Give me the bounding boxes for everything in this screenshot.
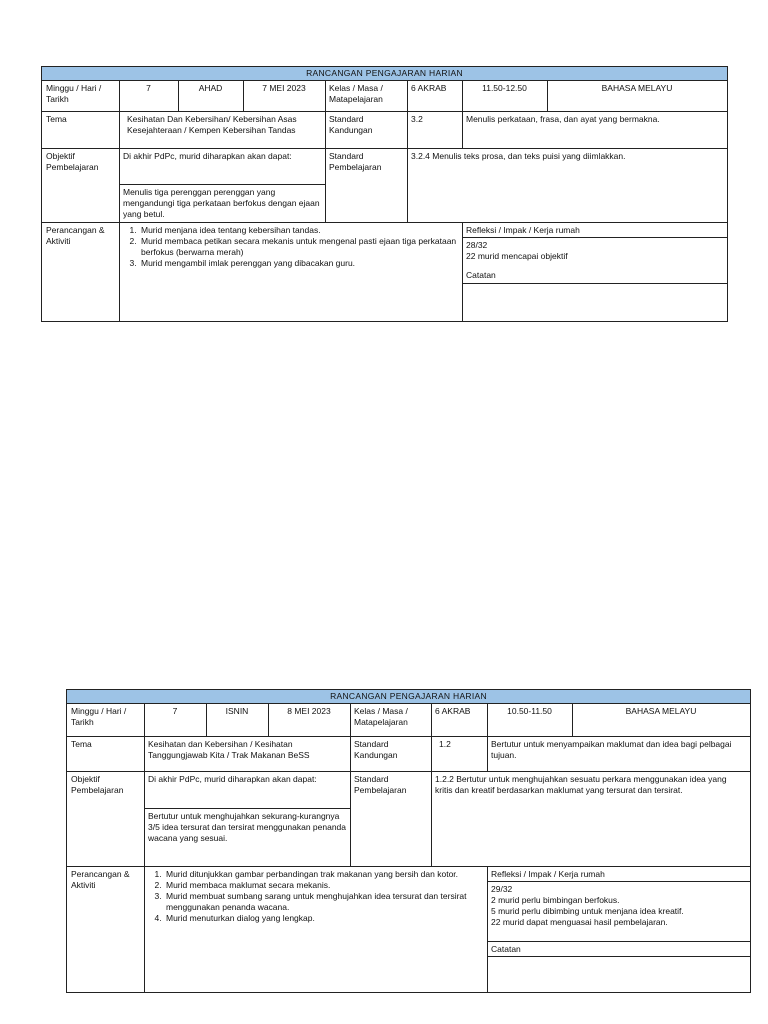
objektif-text: Menulis tiga perenggan perenggan yang mengandungi tiga perkataan berfokus dengan ejaan yang betul. [123,187,320,219]
minggu-value: 7 [146,83,151,93]
lesson-plan-1 [41,66,728,322]
sk-number: 3.2 [411,114,423,124]
tema-value: Kesihatan Dan Kebersihan/ Kebersihan Asas Kesejahteraan / Kempen Kebersihan Tandas [127,114,297,135]
objektif-intro: Di akhir PdPc, murid diharapkan akan dapat: [123,151,292,161]
tema-label: Tema [71,739,92,749]
aktiviti-label: Perancangan & Aktiviti [71,869,130,890]
hari-value: ISNIN [225,706,249,716]
minggu-value: 7 [172,706,178,716]
list-item: 2. Murid membaca maklumat secara mekanis. [164,880,483,891]
catatan-label: Catatan [491,944,521,954]
sk-label: Standard Kandungan [329,114,373,135]
refleksi-label: Refleksi / Impak / Kerja rumah [466,225,580,235]
plan-title: RANCANGAN PENGAJARAN HARIAN [42,67,727,81]
sk-label: Standard Kandungan [354,739,398,760]
masa-value: 10.50-11.50 [507,706,552,716]
kelas-label: Kelas / Masa / Matapelajaran [354,706,408,727]
objektif-label: Objektif Pembelajaran [46,151,99,172]
refleksi-text: 29/32 2 murid perlu bimbingan berfokus. 5 murid perlu dibimbing untuk menjana idea kreatif. 22 murid dapat menguasai hasil pembelajaran. [491,884,684,927]
refleksi-text: 28/32 22 murid mencapai objektif [466,240,568,261]
list-item: 3. Murid mengambil imlak perenggan yang dibacakan guru. [139,258,458,269]
list-item: 1. Murid menjana idea tentang kebersihan tandas. [139,225,458,236]
refleksi-label: Refleksi / Impak / Kerja rumah [491,869,605,879]
aktiviti-list [144,867,487,992]
objektif-text: Bertutur untuk menghujahkan sekurang-kurangnya 3/5 idea tersurat dan tersirat menggunakan penanda wacana yang sesuai. [148,811,346,843]
objektif-intro: Di akhir PdPc, murid diharapkan akan dapat: [148,774,317,784]
subjek-value: BAHASA MELAYU [625,706,697,716]
tema-value: Kesihatan dan Kebersihan / Kesihatan Tanggungjawab Kita / Trak Makanan BeSS [148,739,310,760]
hari-value: AHAD [198,83,223,93]
list-item: 2. Murid membaca petikan secara mekanis untuk mengenal pasti ejaan tiga perkataan berfokus (berwarna merah) [139,236,458,258]
sp-text: 1.2.2 Bertutur untuk menghujahkan sesuatu perkara menggunakan idea yang kritis dan kreatif berdasarkan maklumat yang tersurat dan tersirat. [435,774,727,795]
sk-text: Bertutur untuk menyampaikan maklumat dan idea bagi pelbagai tujuan. [491,739,732,760]
sk-text: Menulis perkataan, frasa, dan ayat yang bermakna. [466,114,660,124]
sp-label: Standard Pembelajaran [354,774,407,795]
sk-number: 1.2 [439,739,451,749]
kelas-label: Kelas / Masa / Matapelajaran [329,83,383,104]
subjek-value: BAHASA MELAYU [601,83,673,93]
lesson-plan-2 [66,689,751,993]
masa-value: 11.50-12.50 [482,83,527,93]
kelas-value: 6 AKRAB [435,706,471,716]
tarikh-value: 7 MEI 2023 [262,83,306,93]
aktiviti-list [119,223,462,321]
sp-text: 3.2.4 Menulis teks prosa, dan teks puisi yang diimlakkan. [411,151,626,161]
catatan-label: Catatan [466,270,496,280]
tarikh-value: 8 MEI 2023 [287,706,331,716]
plan-title: RANCANGAN PENGAJARAN HARIAN [67,690,750,704]
kelas-value: 6 AKRAB [411,83,447,93]
list-item: 1. Murid ditunjukkan gambar perbandingan trak makanan yang bersih dan kotor. [164,869,483,880]
minggu-label: Minggu / Hari / Tarikh [71,706,127,727]
objektif-label: Objektif Pembelajaran [71,774,124,795]
list-item: 4. Murid menuturkan dialog yang lengkap. [164,913,483,924]
tema-label: Tema [46,114,67,124]
sp-label: Standard Pembelajaran [329,151,382,172]
aktiviti-label: Perancangan & Aktiviti [46,225,105,246]
list-item: 3. Murid membuat sumbang sarang untuk menghujahkan idea tersurat dan tersirat menggunakan penanda wacana. [164,891,483,913]
minggu-label: Minggu / Hari / Tarikh [46,83,102,104]
